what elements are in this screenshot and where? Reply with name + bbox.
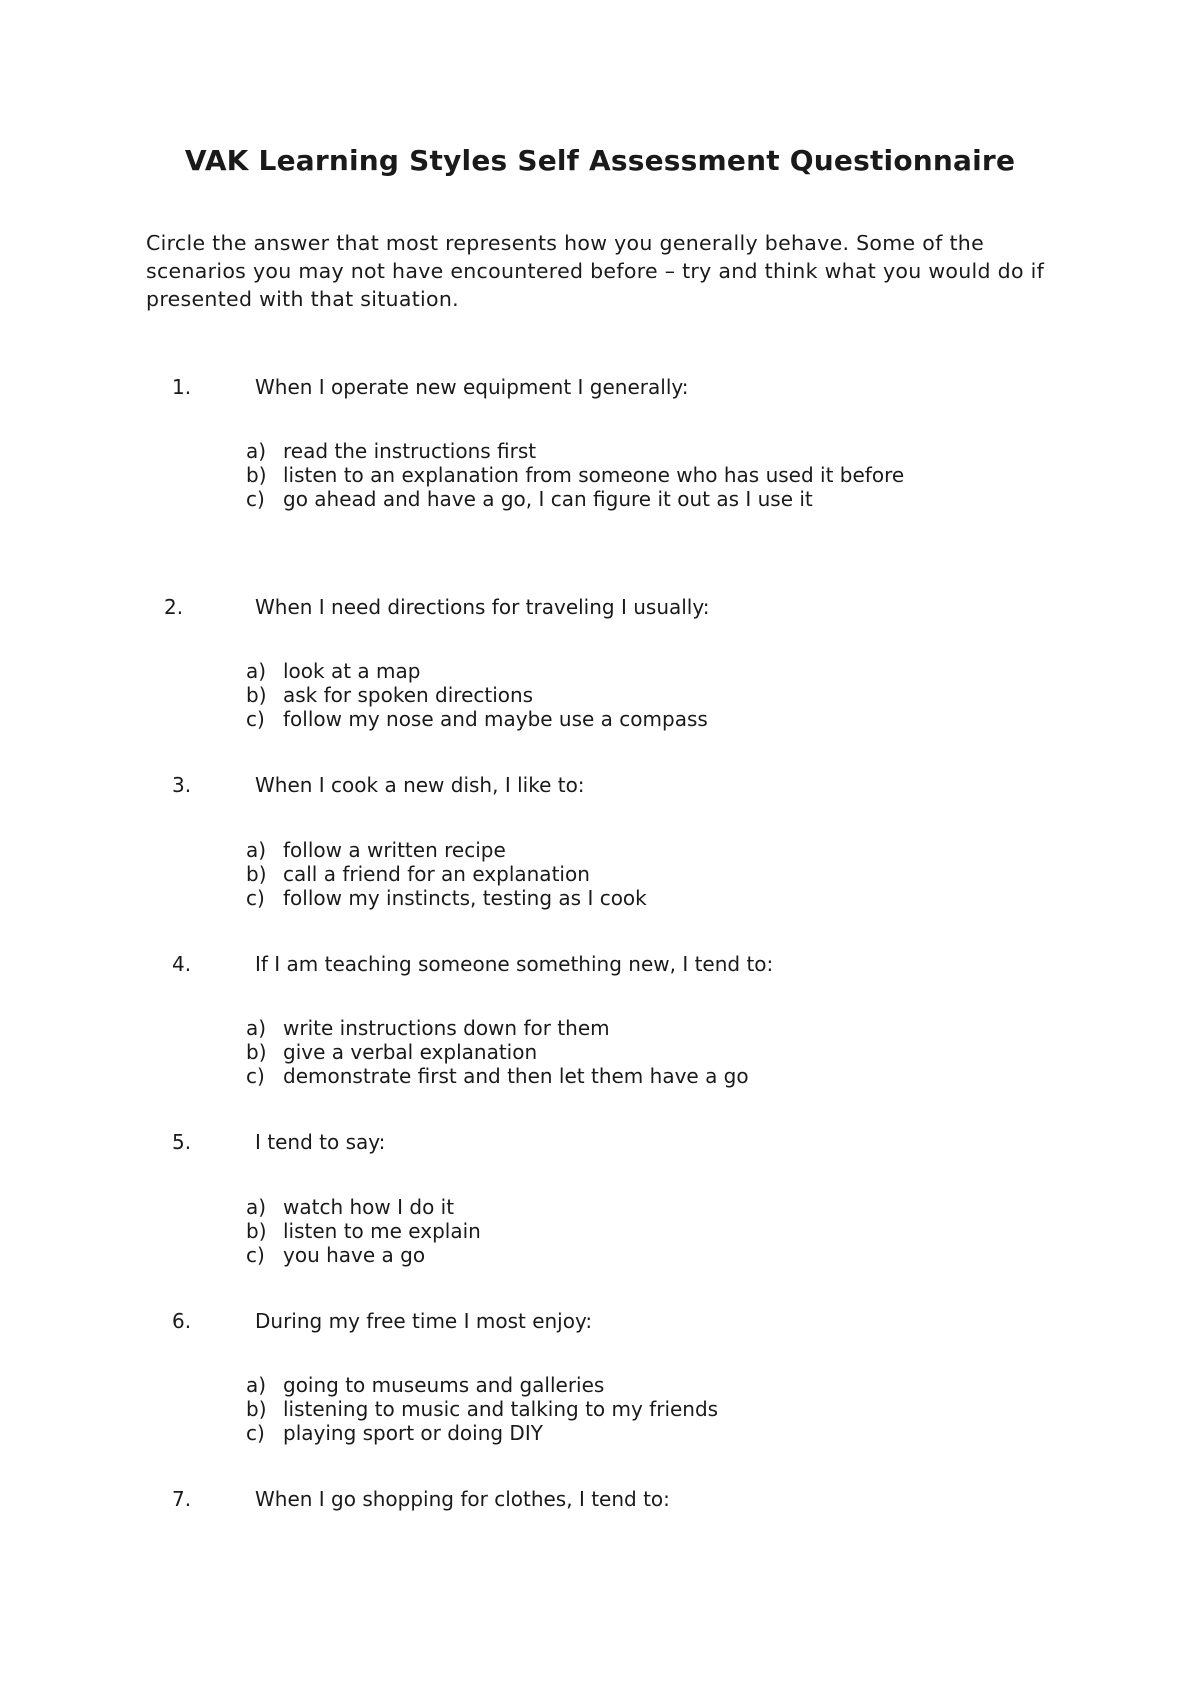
question-text: When I need directions for traveling I usually: [255,595,710,619]
question-text: When I go shopping for clothes, I tend to: [255,1487,670,1511]
option-a[interactable] [0,1016,1200,1040]
option-letter: a) [246,1016,267,1040]
option-letter: b) [246,463,267,487]
option-c[interactable] [0,1243,1200,1267]
option-text: write instructions down for them [283,1016,610,1040]
option-text: follow a written recipe [283,838,506,862]
option-text: follow my nose and maybe use a compass [283,707,708,731]
option-text: call a friend for an explanation [283,862,590,886]
question-number: 4. [172,952,192,976]
option-a[interactable] [0,1373,1200,1397]
option-letter: b) [246,862,267,886]
option-text: go ahead and have a go, I can figure it out as I use it [283,487,813,511]
option-letter: b) [246,1219,267,1243]
option-b[interactable] [0,683,1200,707]
option-text: going to museums and galleries [283,1373,605,1397]
option-letter: a) [246,659,267,683]
option-letter: a) [246,1195,267,1219]
option-a[interactable] [0,838,1200,862]
option-c[interactable] [0,886,1200,910]
option-text: you have a go [283,1243,426,1267]
option-c[interactable] [0,1421,1200,1445]
option-letter: a) [246,439,267,463]
option-letter: c) [246,487,265,511]
option-a[interactable] [0,439,1200,463]
option-letter: b) [246,1397,267,1421]
question-number: 1. [172,375,192,399]
document-title: VAK Learning Styles Self Assessment Questionnaire [184,144,1016,177]
option-letter: c) [246,1243,265,1267]
option-text: watch how I do it [283,1195,455,1219]
option-text: look at a map [283,659,421,683]
option-c[interactable] [0,487,1200,511]
option-text: read the instructions first [283,439,537,463]
option-b[interactable] [0,1219,1200,1243]
option-text: listening to music and talking to my friends [283,1397,719,1421]
option-letter: c) [246,707,265,731]
question-text: When I cook a new dish, I like to: [255,773,585,797]
option-letter: b) [246,683,267,707]
question-number: 3. [172,773,192,797]
option-letter: c) [246,1064,265,1088]
option-letter: a) [246,1373,267,1397]
option-text: listen to an explanation from someone who has used it before [283,463,905,487]
option-text: demonstrate first and then let them have a go [283,1064,749,1088]
option-c[interactable] [0,707,1200,731]
option-b[interactable] [0,1397,1200,1421]
option-letter: b) [246,1040,267,1064]
question-text: When I operate new equipment I generally: [255,375,689,399]
option-b[interactable] [0,463,1200,487]
option-text: follow my instincts, testing as I cook [283,886,647,910]
option-b[interactable] [0,1040,1200,1064]
question-text: During my free time I most enjoy: [255,1309,593,1333]
option-a[interactable] [0,1195,1200,1219]
question-text: I tend to say: [255,1130,386,1154]
question-number: 2. [164,595,184,619]
option-text: listen to me explain [283,1219,481,1243]
option-letter: c) [246,1421,265,1445]
option-text: playing sport or doing DIY [283,1421,543,1445]
question-number: 6. [172,1309,192,1333]
question-number: 5. [172,1130,192,1154]
option-b[interactable] [0,862,1200,886]
option-text: ask for spoken directions [283,683,534,707]
instructions-paragraph: Circle the answer that most represents how you generally behave. Some of the scenarios you may not have encountered before – try and think what you would do if presented with that situation. [146,231,1045,311]
question-number: 7. [172,1487,192,1511]
option-a[interactable] [0,659,1200,683]
option-c[interactable] [0,1064,1200,1088]
question-text: If I am teaching someone something new, I tend to: [255,952,774,976]
option-letter: c) [246,886,265,910]
option-text: give a verbal explanation [283,1040,538,1064]
option-letter: a) [246,838,267,862]
